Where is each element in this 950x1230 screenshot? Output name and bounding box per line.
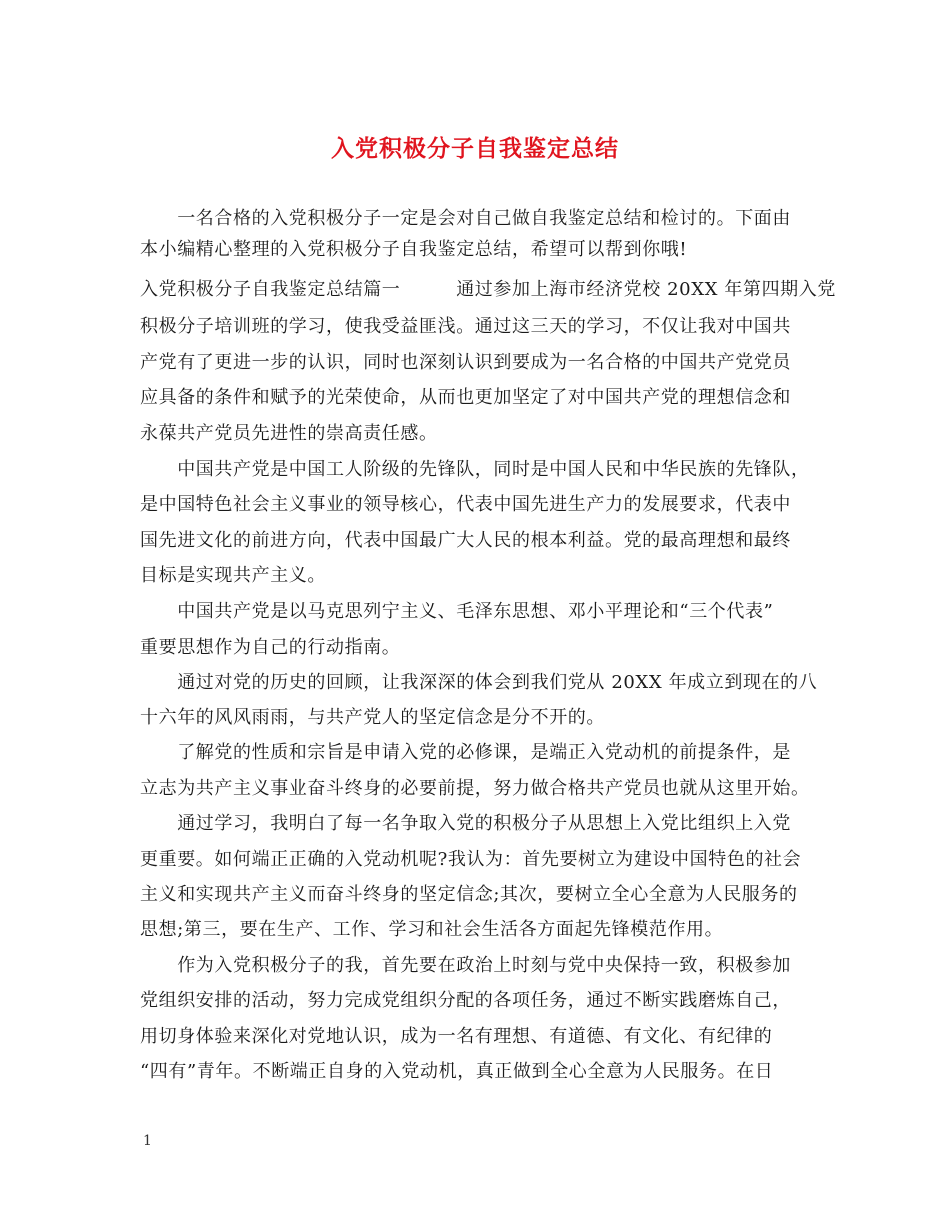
paragraph-line: 产党有了更进一步的认识，同时也深刻认识到要成为一名合格的中国共产党党员 [140,352,791,373]
paragraph-line: 立志为共产主义事业奋斗终身的必要前提，努力做合格共产党员也就从这里开始。 [140,778,810,799]
page-number: 1 [143,1133,152,1149]
paragraph-line: 通过学习，我明白了每一名争取入党的积极分子从思想上入党比组织上入党 [140,813,791,834]
page-title: 入党积极分子自我鉴定总结 [331,135,619,162]
paragraph-line: 重要思想作为自己的行动指南。 [140,637,401,658]
paragraph-line: 目标是实现共产主义。 [140,565,326,586]
paragraph-line: 十六年的风风雨雨，与共产党人的坚定信念是分不开的。 [140,707,605,728]
paragraph-line: “四有”青年。不断端正自身的入党动机，真正做到全心全意为人民服务。在日 [140,1061,774,1082]
paragraph-line: 中国共产党是中国工人阶级的先锋队，同时是中国人民和中华民族的先锋队， [140,459,810,480]
paragraph-line: 主义和实现共产主义而奋斗终身的坚定信念;其次，要树立全心全意为人民服务的 [140,884,798,905]
paragraph-line: 中国共产党是以马克思列宁主义、毛泽东思想、邓小平理论和“三个代表” [140,601,774,622]
paragraph-line: 作为入党积极分子的我，首先要在政治上时刻与党中央保持一致，积极参加 [140,955,791,976]
paragraph-line: 入党积极分子自我鉴定总结篇一 通过参加上海市经济党校 20XX 年第四期入党 [140,279,836,300]
paragraph-line: 思想;第三，要在生产、工作、学习和社会生活各方面起先锋模范作用。 [140,919,724,940]
paragraph-line: 永葆共产党员先进性的崇高责任感。 [140,423,438,444]
paragraph-line: 党组织安排的活动，努力完成党组织分配的各项任务，通过不断实践磨炼自己， [140,990,791,1011]
paragraph-line: 本小编精心整理的入党积极分子自我鉴定总结，希望可以帮到你哦! [140,239,688,260]
paragraph-line: 用切身体验来深化对党地认识，成为一名有理想、有道德、有文化、有纪律的 [140,1026,773,1047]
paragraph-line: 应具备的条件和赋予的光荣使命，从而也更加坚定了对中国共产党的理想信念和 [140,387,791,408]
paragraph-line: 通过对党的历史的回顾，让我深深的体会到我们党从 20XX 年成立到现在的八 [140,672,818,693]
paragraph-line: 积极分子培训班的学习，使我受益匪浅。通过这三天的学习，不仅让我对中国共 [140,316,791,337]
paragraph-line: 了解党的性质和宗旨是申请入党的必修课，是端正入党动机的前提条件，是 [140,742,791,763]
paragraph-line: 是中国特色社会主义事业的领导核心，代表中国先进生产力的发展要求，代表中 [140,494,791,515]
paragraph-line: 更重要。如何端正正确的入党动机呢?我认为：首先要树立为建设中国特色的社会 [140,849,802,870]
paragraph-line: 国先进文化的前进方向，代表中国最广大人民的根本利益。党的最高理想和最终 [140,530,791,551]
paragraph-line: 一名合格的入党积极分子一定是会对自己做自我鉴定总结和检讨的。下面由 [140,208,791,229]
